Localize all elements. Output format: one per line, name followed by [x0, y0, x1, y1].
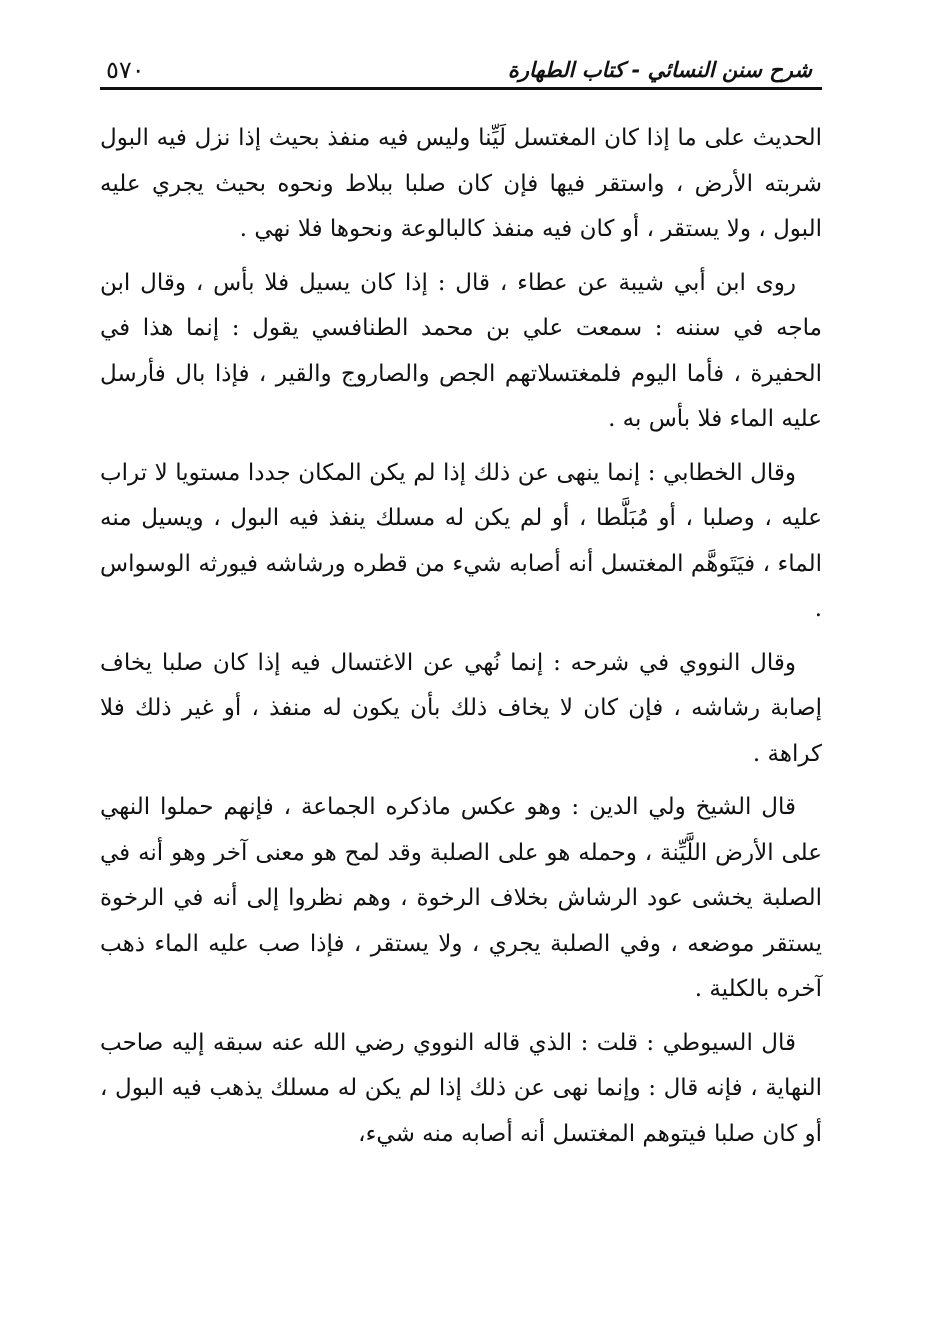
paragraph: وقال النووي في شرحه : إنما نُهي عن الاغتسال فيه إذا كان صلبا يخاف إصابة رشاشه ، فإن كان لا يخاف ذلك بأن يكون له منفذ ، أو غير ذلك فلا كراهة .: [100, 649, 822, 767]
paragraph: روى ابن أبي شيبة عن عطاء ، قال : إذا كان يسيل فلا بأس ، وقال ابن ماجه في سننه : سمعت علي بن محمد الطنافسي يقول : إنما هذا في الحفيرة ، فأما اليوم فلمغتسلاتهم الجص والصاروج والقير ، فإذا بال فأرسل عليه الماء فلا بأس به .: [100, 269, 822, 432]
paragraph: قال الشيخ ولي الدين : وهو عكس ماذكره الجماعة ، فإنهم حملوا النهي على الأرض اللَّيِّنة ، وحمله هو على الصلبة وقد لمح هو معنى آخر وهو أنه في الصلبة يخشى عود الرشاش بخلاف الرخوة ، وهم نظروا إلى أنه في الرخوة يستقر موضعه ، وفي الصلبة يجري ، ولا يستقر ، فإذا صب عليه الماء ذهب آخره بالكلية .: [100, 794, 822, 1002]
header-title: شرح سنن النسائي - كتاب الطهارة: [507, 58, 812, 82]
page-number-text: ٥٧٠: [100, 56, 151, 84]
paragraph: قال السيوطي : قلت : الذي قاله النووي رضي الله عنه سبقه إليه صاحب النهاية ، فإنه قال : وإنما نهى عن ذلك إذا لم يكن له مسلك يذهب فيه البول ، أو كان صلبا فيتوهم المغتسل أنه أصابه منه شيء،: [100, 1029, 822, 1147]
paragraph: الحديث على ما إذا كان المغتسل لَيِّنا وليس فيه منفذ بحيث إذا نزل فيه البول شربته الأرض ، واستقر فيها فإن كان صلبا ببلاط ونحوه بحيث يجري عليه البول ، ولا يستقر ، أو كان فيه منفذ كالبالوعة ونحوها فلا نهي .: [100, 125, 822, 242]
running-header: [100, 50, 822, 94]
page-number: [100, 50, 195, 94]
header-rule: [100, 87, 822, 90]
body-text: [100, 116, 822, 1165]
paragraph: وقال الخطابي : إنما ينهى عن ذلك إذا لم يكن المكان جددا مستويا لا تراب عليه ، وصلبا ، أو مُبَلَّطا ، أو لم يكن له مسلك ينفذ فيه البول ، ويسيل منه الماء ، فيَتَوهَّم المغتسل أنه أصابه شيء من قطره ورشاشه فيورثه الوسواس .: [100, 459, 822, 622]
